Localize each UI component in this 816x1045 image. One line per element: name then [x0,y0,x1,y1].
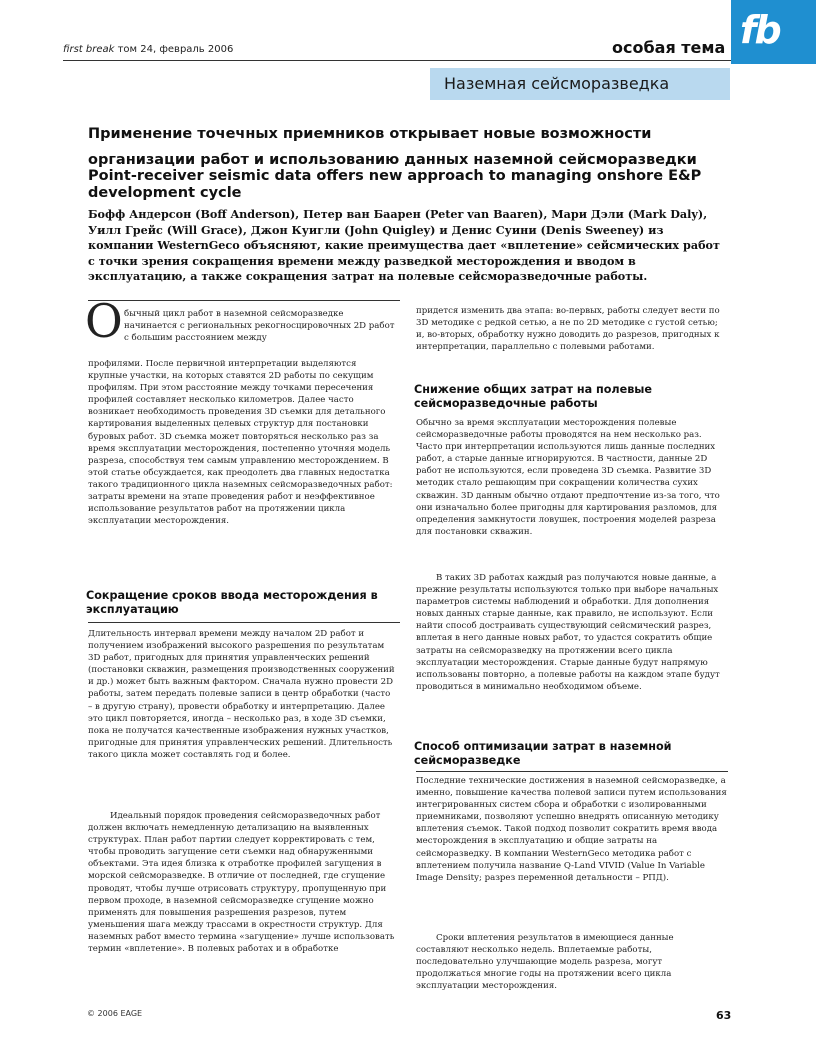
section-heading: Снижение общих затрат на полевые сейсморазведочные работы [414,383,652,410]
body-paragraph: Последние технические достижения в наземной сейсморазведке, а именно, повышение качества полевой записи путем использования интегрированных систем сбора и обработки с изолированными приемниками, позволяют успешно внедрять описанную методику вплетения съемок. Такой подход позволит сократить время ввода месторождения в эксплуатацию и общие затраты на сейсморазведку. В компании WesternGeco методика работ с вплетением получила название Q-Land VIVID (Value In Variable Image Density; разрез переменной детальности – РПД). [416,776,727,883]
article-title-en: Point-receiver seismic data offers new approach to managing onshore E&P development cycle [88,168,702,201]
body-paragraph: профилями. После первичной интерпретации выделяются крупные участки, на которых ставятся 2D работы по секущим профилям. При этом расстояние между точками пересечения профилей составляет несколько километров. Далее часто возникает необходимость проведения 3D съемки для детального картирования выделенных целевых структур для постановки буровых работ. 3D съемка может повторяться несколько раз за время эксплуатации месторождения, постепенно уточняя модель разреза, способствуя тем самым управлению месторождением. В этой статье обсуждается, как преодолеть два главных недостатка такого традиционного цикла наземных сейсморазведочных работ: затраты времени на этапе проведения работ и неэффективное использование результатов работ на протяжении цикла эксплуатации месторождения. [88,359,393,527]
body-paragraph: Сроки вплетения результатов в имеющиеся данные составляют несколько недель. Вплетаемые работы, последовательно улучшающие модель разреза, могут продолжаться многие годы на протяжении всего цикла эксплуатации месторождения. [416,933,674,992]
section-title: Наземная сейсморазведка [444,74,670,93]
journal-issue: том 24, февраль 2006 [114,44,234,55]
heading-divider [88,622,400,623]
body-paragraph: Длительность интервал времени между началом 2D работ и получением изображений высокого разрешения по результатам 3D работ, пригодных для принятия управленческих решений (постановки скважин, размещения производственных сооружений и др.) может быть важным фактором. Сначала нужно провести 2D работы, затем передать полевые записи в центр обработки (часто – в другую страну), провести обработку и интерпретацию. Далее это цикл повторяется, иногда – несколько раз, в ходе 3D съемки, пока не получатся качественные изображения нужных участков, пригодные для принятия управленческих решений. Длительность такого цикла может составлять год и более. [88,629,395,760]
body-paragraph: В таких 3D работах каждый раз получаются новые данные, а прежние результаты используются только при выборе начальных параметров системы наблюдений и обработки. Для дополнения новых данных старые данные, как правило, не используют. Если найти способ достраивать существующий сейсмический разрез, вплетая в него данные новых работ, то удастся сократить общие затраты на сейсморазведку на протяжении всего цикла эксплуатации месторождения. Старые данные будут напрямую использованы повторно, а полевые работы на каждом этапе будут проводиться в минимально необходимом объеме. [416,573,720,692]
drop-cap: О [85,294,123,348]
copyright: © 2006 EAGE [87,1009,143,1018]
special-section-label: особая тема [612,38,726,57]
heading-divider [416,771,728,772]
article-title-ru: Применение точечных приемников открывает новые возможности организации работ и использованию данных наземной сейсморазведки [88,126,697,168]
intro-paragraph: бычный цикл работ в наземной сейсморазведке начинается с региональных рекогносцировочных 2D работ с большим расстоянием между [124,309,395,344]
section-heading: Способ оптимизации затрат в наземной сейсморазведке [414,740,672,767]
article-authors: Бофф Андерсон (Boff Anderson), Петер ван Баарен (Peter van Baaren), Мари Дэли (Mark Daly), Уилл Грейс (Will Grace), Джон Куигли (John Quigley) и Денис Суини (Denis Sweeney) из компании WesternGeco объясняют, какие преимущества дает «вплетение» сейсмических работ с точки зрения сокращения времени между разведкой месторождения и вводом в эксплуатацию, а также сокращения затрат на полевые сейсморазведочные работы. [88,207,720,284]
body-paragraph: придется изменить два этапа: во-первых, работы следует вести по 3D методике с редкой сетью, а не по 2D методике с густой сетью; и, во-вторых, обработку нужно доводить до разрезов, пригодных к интерпретации, параллельно с полевыми работами. [416,306,720,353]
header-divider [63,60,731,61]
journal-logo: fb [740,8,780,52]
page-number: 63 [716,1009,732,1022]
section-heading: Сокращение сроков ввода месторождения в эксплуатацию [86,589,378,616]
body-paragraph: Обычно за время эксплуатации месторождения полевые сейсморазведочные работы проводятся на нем несколько раз. Часто при интерпретации используются лишь данные последних работ, а старые данные игнорируются. В частности, данные 2D работ не используются, если проведена 3D съемка. Развитие 3D методик стало решающим при сокращении количества сухих скважин. 3D данным обычно отдают предпочтение из-за того, что они изначально более пригодны для картирования разломов, для определения замкнутости ловушек, построения моделей разреза для постановки скважин. [416,418,720,537]
left-column-divider [88,300,400,301]
body-paragraph: Идеальный порядок проведения сейсморазведочных работ должен включать немедленную детализацию на выявленных структурах. План работ партии следует корректировать с тем, чтобы проводить загущение сети съемки над обнаруженными объектами. Эта идея близка к отработке профилей загущения в морской сейсморазведке. В отличие от последней, где сгущение проводят, чтобы лучше отрисовать структуру, пропущенную при первом проходе, в наземной сейсморазведке сгущение можно применять для повышения разрешения разрезов, путем уменьшения шага между трассами в окрестности структур. Для наземных работ вместо термина «загущение» лучше использовать термин «вплетение». В полевых работах и в обработке [88,811,395,955]
journal-reference [63,44,233,55]
journal-name: first break [63,44,115,55]
